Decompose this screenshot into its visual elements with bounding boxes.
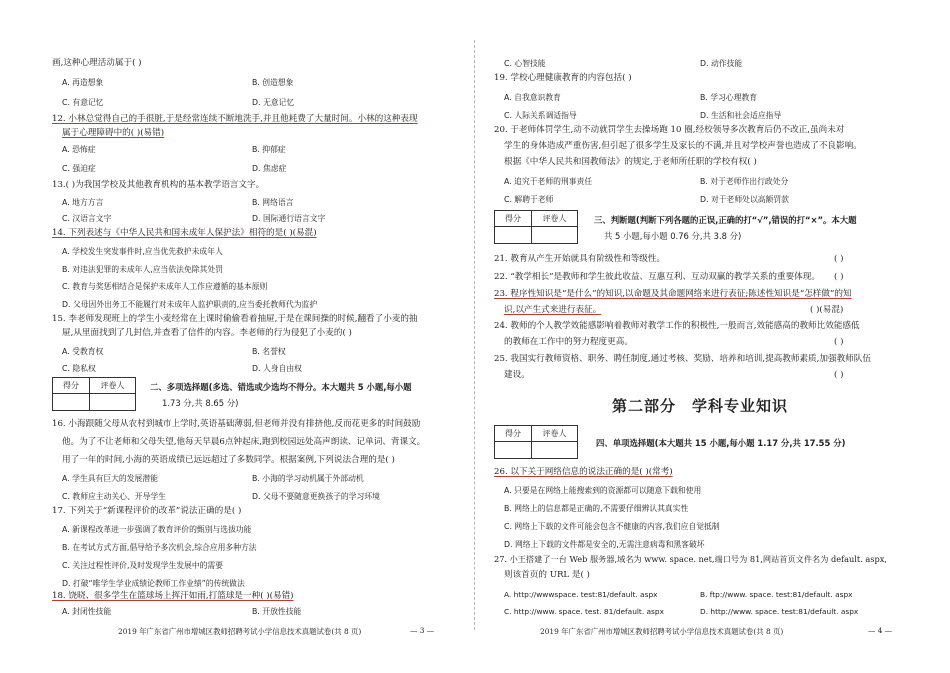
q19-option-c: C. 人际关系调适指导 xyxy=(504,111,577,120)
q20-option-a: A. 追究于老师的刑事责任 xyxy=(504,177,593,186)
q14-option-d: D. 父母因外出务工不能履行对未成年人监护职责的,应当委托教师代为监护 xyxy=(62,300,318,309)
q18-option-b: B. 开放性技能 xyxy=(252,607,302,616)
q14-option-c: C. 教育与奖惩相结合是保护未成年人工作应遵循的基本原则 xyxy=(62,282,268,291)
q11-stem-end: 画,这种心理活动属于( ) xyxy=(52,58,142,68)
q26-option-d: D. 网络上下载的文件都是安全的,无需注意病毒和黑客破坏 xyxy=(504,540,705,549)
q18-stem: 18. 饶晓、很多学生在篮球场上挥汗如雨,打篮球是一种( )(易错) xyxy=(52,591,294,601)
q25-stem-line2: 建设。 xyxy=(504,370,530,380)
q16-option-a: A. 学生具有巨大的发展潜能 xyxy=(62,474,158,483)
q15-stem-line2: 屉,从里面找到了几封信,并查看了信件的内容。李老师的行为侵犯了小麦的( ) xyxy=(62,328,352,338)
q12-option-c: C. 强迫症 xyxy=(62,164,96,173)
q17-option-c: C. 关注过程性评价,及时发现学生发展中的需要 xyxy=(62,561,224,570)
q13-option-b: B. 网络语言 xyxy=(252,198,294,207)
score-label: 得分 xyxy=(495,211,532,227)
q16-stem-line2: 他。为了不让老师和父母失望,他每天早晨6点钟起床,跑到校园远处高声朗读、记单词、背课文。 xyxy=(62,437,426,447)
q15-option-c: C. 隐私权 xyxy=(62,364,96,373)
page-divider xyxy=(474,40,475,630)
q16-stem-line1: 16. 小海跟随父母从农村到城市上学时,英语基础薄弱,但老师并没有排挤他,反而花更多的时间鼓励 xyxy=(52,419,421,429)
q11-option-d: D. 无意记忆 xyxy=(252,98,295,107)
q12-option-b: B. 抑郁症 xyxy=(252,145,286,154)
q20-stem-line1: 20. 于老师体罚学生,动不动就罚学生去操场跑 10 圈,经校领导多次教育后仍不改正,虽尚未对 xyxy=(494,125,845,135)
score-box xyxy=(52,377,136,411)
grader-label: 评卷人 xyxy=(532,426,577,442)
q24-answer-mark: ( ) xyxy=(834,337,844,347)
q17-stem: 17. 下列关于“新课程评价的改革”说法正确的是( ) xyxy=(52,506,242,516)
section3-title-line1: 三、判断题(判断下列各题的正误,正确的打“√”,错误的打“×”。本大题 xyxy=(594,215,857,225)
score-label: 得分 xyxy=(53,378,90,394)
q12-option-a: A. 恐怖症 xyxy=(62,145,96,154)
q18-option-a: A. 封闭性技能 xyxy=(62,607,112,616)
q23-stem-line1: 23. 程序性知识是“是什么”的知识,以命题及其命题网络来进行表征;陈述性知识是“怎样做”的知 xyxy=(494,289,852,299)
q20-stem-line2: 学生的身体造成严重伤害,但引起了很多学生及家长的不满,并且对学校声誉也造成了不良影响。 xyxy=(504,141,862,151)
score-label: 得分 xyxy=(495,426,532,442)
q21-stem: 21. 教育从产生开始就具有阶级性和等级性。 xyxy=(494,254,666,264)
q16-option-c: C. 教师应主动关心、开导学生 xyxy=(62,492,166,501)
section2-title-line2: 1.73 分,共 8.65 分) xyxy=(162,398,239,408)
q18-option-c: C. 心智技能 xyxy=(504,59,546,68)
q26-stem: 26. 以下关于网络信息的说法正确的是( )(常考) xyxy=(494,467,673,477)
q22-stem: 22. “教学相长”是教师和学生彼此收益、互惠互利、互动双赢的教学关系的重要体现。 xyxy=(494,272,820,282)
section2-title-line1: 二、多项选择题(多选、错选或少选均不得分。本大题共 5 小题,每小题 xyxy=(150,382,412,392)
q27-option-d: D. http://www. space. test:81/default. aspx xyxy=(700,607,859,616)
q13-option-c: C. 汉语言文字 xyxy=(62,214,112,223)
q14-option-b: B. 对违法犯罪的未成年人,应当依法免除其处罚 xyxy=(62,265,223,274)
q14-stem: 14. 下列表述与《中华人民共和国未成年人保护法》相符的是( )(易混) xyxy=(52,228,317,238)
q17-option-a: A. 新课程改革进一步强调了教育评价的甄别与选拔功能 xyxy=(62,525,252,534)
q16-option-b: B. 小海的学习动机属于外部动机 xyxy=(252,474,364,483)
q19-option-b: B. 学习心理教育 xyxy=(700,93,758,102)
footer-right: 2019 年广东省广州市增城区教师招聘考试小学信息技术真题试卷(共 8 页) xyxy=(540,627,784,636)
q11-option-c: C. 有意记忆 xyxy=(62,98,104,107)
q26-option-c: C. 网络上下载的文件可能会包含不健康的内容,我们应自觉抵制 xyxy=(504,522,720,531)
q12-stem-line2: 属于心理障碍中的( )(易错) xyxy=(62,128,165,138)
right-page xyxy=(484,0,904,673)
q26-option-a: A. 只要是在网络上能搜索到的资源都可以随意下载和使用 xyxy=(504,486,702,495)
q15-option-d: D. 人身自由权 xyxy=(252,364,302,373)
q17-option-d: D. 打破“唯学生学业成绩论教师工作业绩”的传统做法 xyxy=(62,579,245,588)
q25-stem-line1: 25. 我国实行教师资格、职务、聘任制度,通过考核、奖励、培养和培训,提高教师素质,加强教师队伍 xyxy=(494,354,871,364)
q25-answer-mark: ( ) xyxy=(834,370,844,380)
q15-option-b: B. 名誉权 xyxy=(252,347,286,356)
footer-left: 2019 年广东省广州市增城区教师招聘考试小学信息技术真题试卷(共 8 页) xyxy=(118,627,362,636)
q27-option-a: A. http://wwwspace. test:81/default. aspx xyxy=(504,590,658,599)
q13-option-a: A. 地方方言 xyxy=(62,198,104,207)
part-two-title: 第二部分 学科专业知识 xyxy=(612,397,789,415)
score-box-4 xyxy=(494,425,578,459)
q20-option-d: D. 对于老师处以高额罚款 xyxy=(700,195,789,204)
q12-stem-line1: 12. 小林总觉得自己的手很脏,于是经常连续不断地洗手,并且他耗费了大量时间。小林的这种表现 xyxy=(52,114,418,124)
q27-stem-line1: 27. 小王搭建了一台 Web 服务器,域名为 www. space. net,端口号为 81,网站首页文件名为 default. aspx, xyxy=(494,554,887,564)
q18-option-d: D. 动作技能 xyxy=(700,59,743,68)
q24-stem-line1: 24. 教师的个人教学效能感影响着教师对教学工作的积极性,一般而言,效能感高的教师比效能感低 xyxy=(494,321,860,331)
q24-stem-line2: 的教师在工作中的努力程度更高。 xyxy=(504,337,633,347)
q27-stem-line2: 则该首页的 URL 是( ) xyxy=(504,570,590,580)
q17-option-b: B. 在考试方式方面,倡导给予多次机会,综合应用多种方法 xyxy=(62,543,257,552)
q16-stem-line3: 用了一年的时间,小海的英语成绩已远远超过了多数同学。根据案例,下列说法合理的是( ) xyxy=(62,455,395,465)
q19-option-d: D. 生活和社会适应指导 xyxy=(700,111,782,120)
q26-option-b: B. 网络上的信息都是正确的,不需要仔细辨认其真实性 xyxy=(504,504,689,513)
score-box-3 xyxy=(494,210,578,244)
q15-option-a: A. 受教育权 xyxy=(62,347,104,356)
q13-option-d: D. 国际通行语言文字 xyxy=(252,214,326,223)
page-number-left: — 3 — xyxy=(410,626,435,635)
q23-answer-mark: ( )(易混) xyxy=(810,305,844,315)
q27-option-b: B. ftp://www. space. test:81/default. aspx xyxy=(700,590,853,599)
grader-label: 评卷人 xyxy=(532,211,577,227)
section3-title-line2: 共 5 小题,每小题 0.76 分,共 3.8 分) xyxy=(604,231,742,241)
q15-stem-line1: 15. 李老师发现班上的学生小麦经常在上课时偷偷看着抽屉,于是在课间操的时候,翻看了小麦的抽 xyxy=(52,314,418,324)
q11-option-b: B. 创造想象 xyxy=(252,78,294,87)
q16-option-d: D. 父母不要随意更换孩子的学习环境 xyxy=(252,492,380,501)
q20-option-c: C. 解聘于老师 xyxy=(504,195,554,204)
q22-answer-mark: ( ) xyxy=(834,272,844,282)
section4-title: 四、单项选择题(本大题共 15 小题,每小题 1.17 分,共 17.55 分) xyxy=(596,438,846,448)
q20-stem-line3: 根据《中华人民共和国教师法》的规定,于老师所任职的学校有权( ) xyxy=(504,157,757,167)
q21-answer-mark: ( ) xyxy=(834,254,844,264)
left-page xyxy=(52,0,470,673)
q19-stem: 19. 学校心理健康教育的内容包括( ) xyxy=(494,73,632,83)
q14-option-a: A. 学校发生突发事件时,应当优先救护未成年人 xyxy=(62,247,223,256)
q27-option-c: C. http://www. space. test. 81/default. aspx xyxy=(504,607,664,616)
q23-stem-line2: 识,以产生式来进行表征。 xyxy=(504,305,602,315)
page-number-right: — 4 — xyxy=(868,626,893,635)
grader-label: 评卷人 xyxy=(90,378,135,394)
q11-option-a: A. 再造想象 xyxy=(62,78,104,87)
q13-stem: 13.( )为我国学校及其他教育机构的基本教学语言文字。 xyxy=(52,180,265,190)
q19-option-a: A. 自我意识教育 xyxy=(504,93,561,102)
q20-option-b: B. 对于老师作出行政处分 xyxy=(700,177,789,186)
q12-option-d: D. 焦虑症 xyxy=(252,164,287,173)
